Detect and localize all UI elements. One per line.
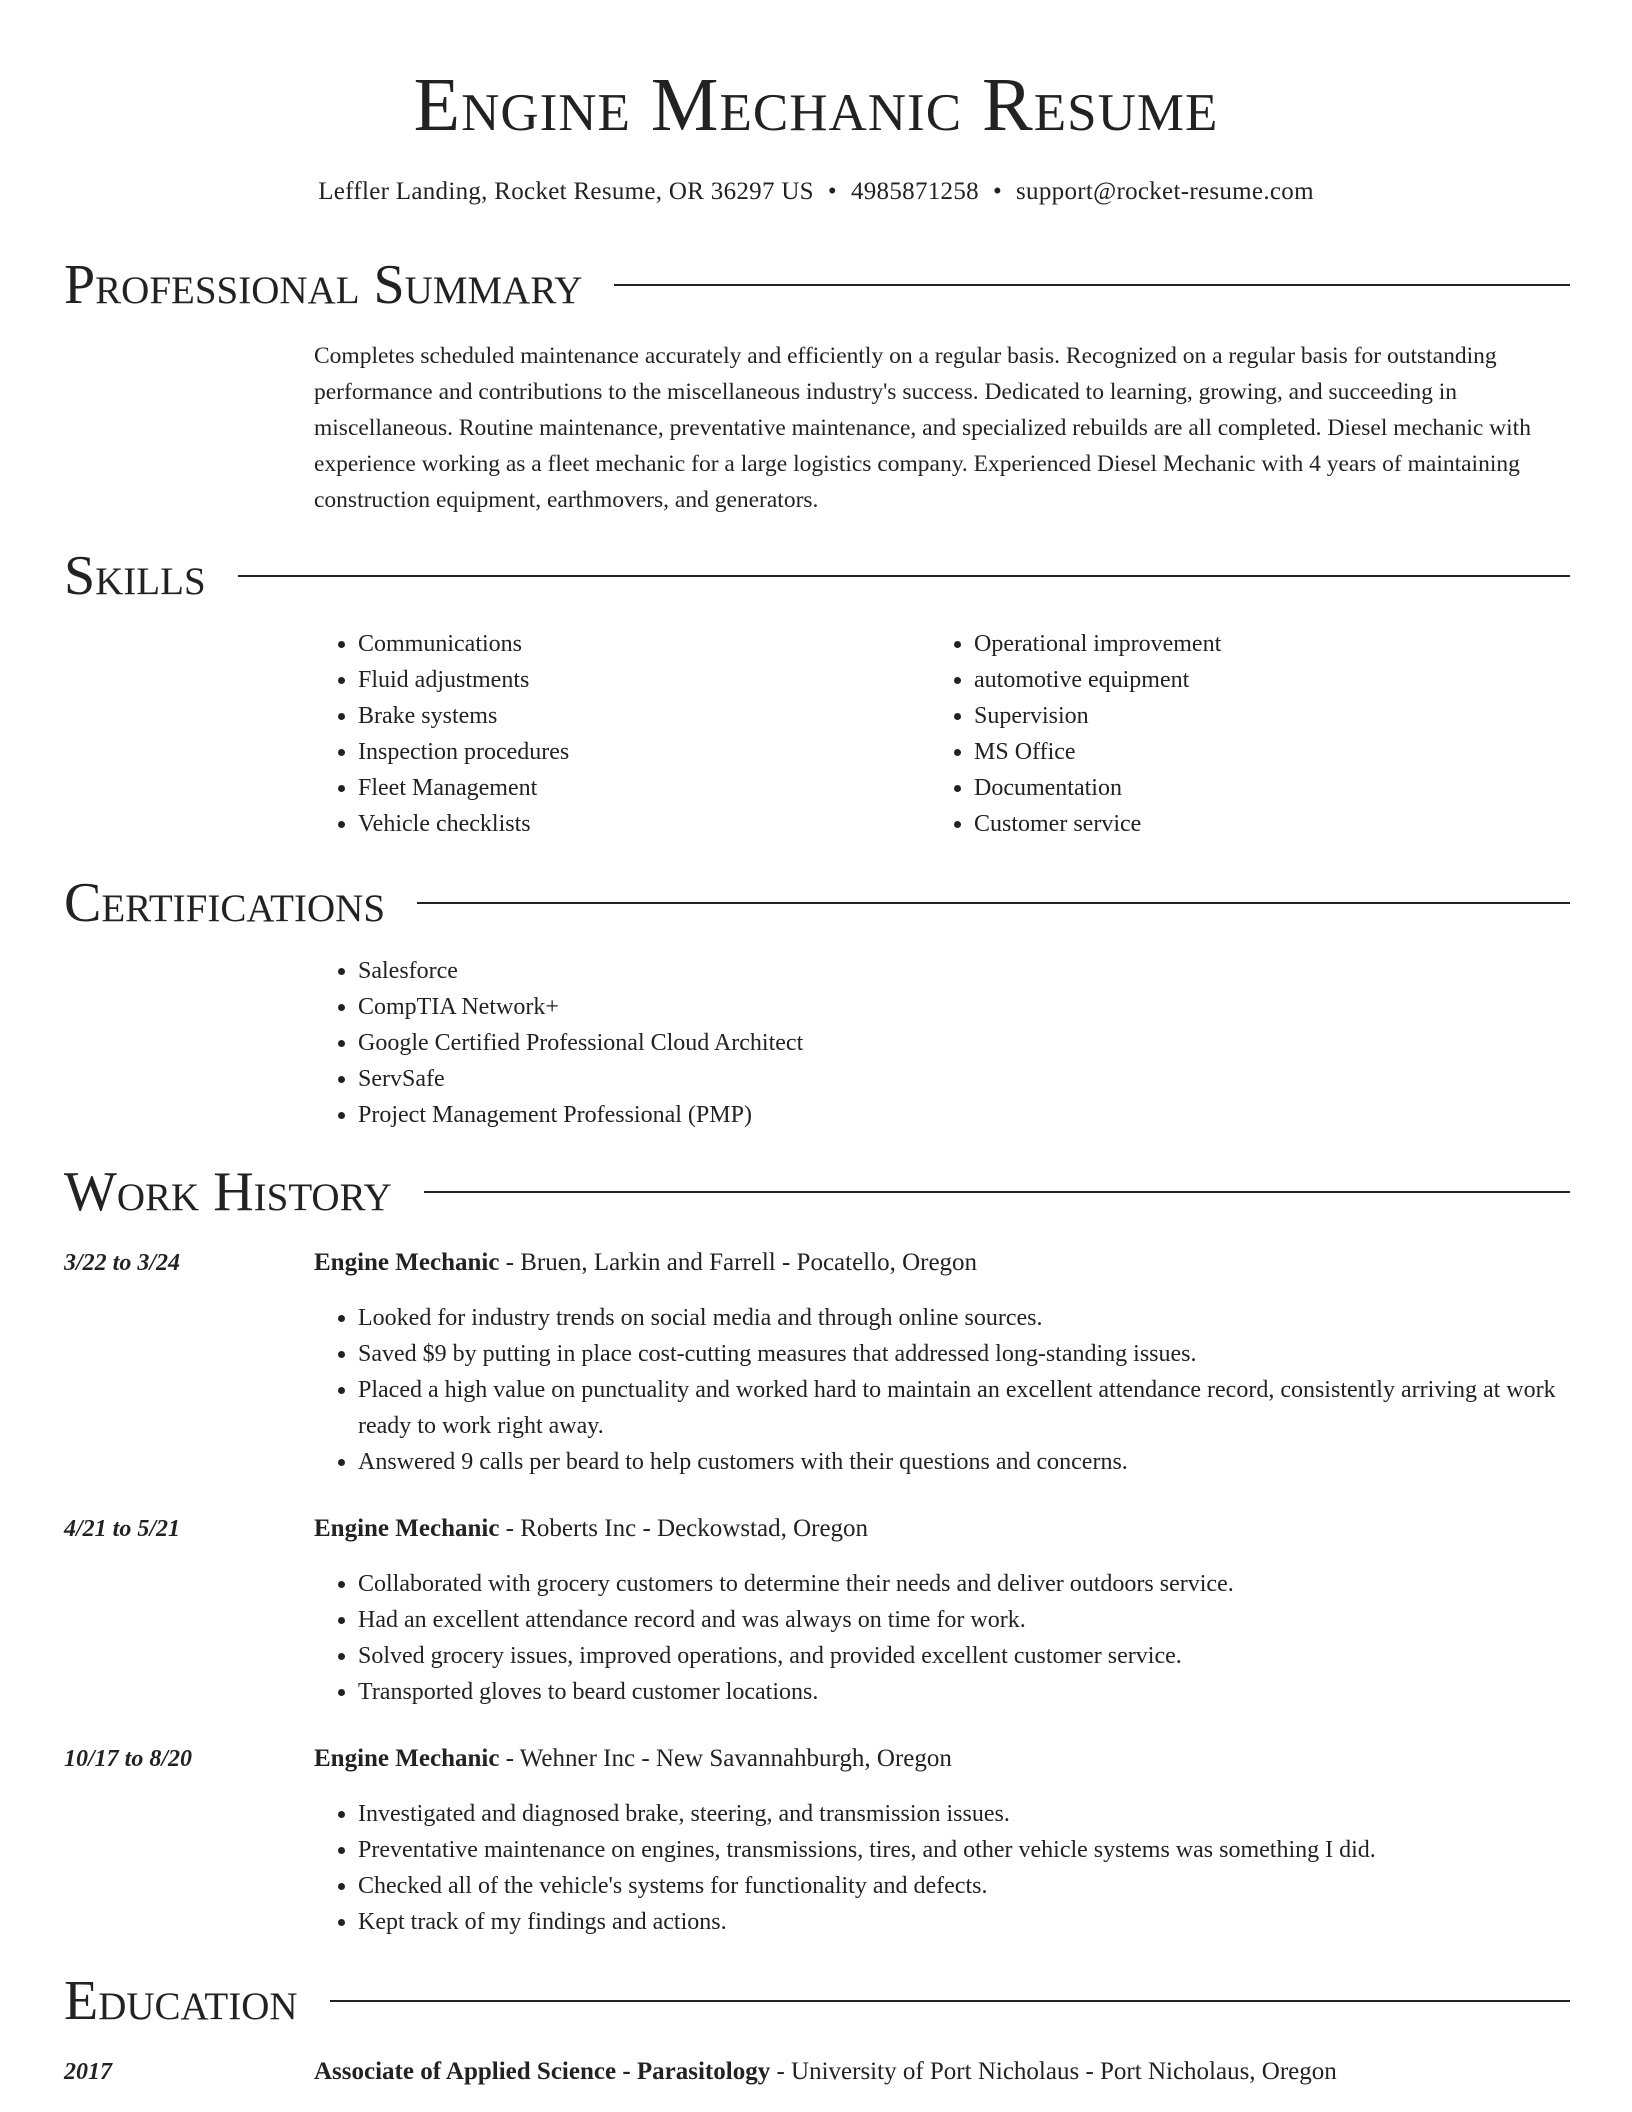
skill-item: • automotive equipment [974,662,1221,698]
job-heading [314,1245,977,1281]
skill-item: • Documentation [974,770,1221,806]
contact-phone: 4985871258 [850,178,979,205]
job-duty: • Investigated and diagnosed brake, steering, and transmission issues. [358,1796,1566,1832]
summary-text: Completes scheduled maintenance accurately and efficiently on a regular basis. Recognized on a regular basis for outstanding performance and contributions to the miscellaneous industry's success. Dedicated to learning, growing, and succeeding in miscellaneous. Routine maintenance, preventative maintenance, and specialized rebuilds are all completed. Diesel mechanic with experience working as a fleet mechanic for a large logistics company. Experienced Diesel Mechanic with 4 years of maintaining construction equipment, earthmovers, and generators. [314,343,1531,513]
certification-item: • CompTIA Network+ [358,989,803,1025]
skills-column-right [930,626,1221,842]
skill-item: • Supervision [974,698,1221,734]
job-duties [314,1300,1566,1480]
job-duties-list [314,1796,1566,1940]
job-duty: • Placed a high value on punctuality and worked hard to maintain an excellent attendance record, consistently arriving at work ready to work right away. [358,1372,1566,1444]
job-title: Engine Mechanic [314,1515,500,1542]
skill-item: • Inspection procedures [358,734,569,770]
skills-list-right [930,626,1221,842]
education-school: - University of Port Nicholaus - Port Nicholaus, Oregon [770,2058,1337,2085]
section-divider [238,575,1570,577]
job-date: 4/21 to 5/21 [64,1516,181,1542]
job-employer: - Roberts Inc - Deckowstad, Oregon [499,1515,869,1542]
skill-item: • Brake systems [358,698,569,734]
section-header-certifications [64,868,1570,938]
contact-line [0,176,1632,208]
job-duty: • Checked all of the vehicle's systems for functionality and defects. [358,1868,1566,1904]
job-employer: - Bruen, Larkin and Farrell - Pocatello, Oregon [499,1249,978,1276]
job-duty: • Saved $9 by putting in place cost-cutting measures that addressed long-standing issues. [358,1336,1566,1372]
contact-email: support@rocket-resume.com [1016,178,1314,205]
job-duties-list [314,1566,1566,1710]
section-header-work-history [64,1157,1570,1227]
job-duty: • Preventative maintenance on engines, transmissions, tires, and other vehicle systems was something I did. [358,1832,1566,1868]
skill-item: • Customer service [974,806,1221,842]
certification-item: • Salesforce [358,953,803,989]
job-employer: - Wehner Inc - New Savannahburgh, Oregon [499,1745,952,1772]
job-heading [314,1741,952,1777]
skill-item: • Communications [358,626,569,662]
job-heading [314,1511,868,1547]
section-divider [330,2000,1570,2002]
contact-separator: • [992,178,1003,205]
education-degree: Associate of Applied Science - Parasitology [314,2058,771,2085]
section-divider [614,284,1570,286]
section-title-summary: Professional Summary [64,254,583,316]
skill-item: • Operational improvement [974,626,1221,662]
job-duties [314,1796,1566,1940]
job-duty: • Kept track of my findings and actions. [358,1904,1566,1940]
certification-item: • Project Management Professional (PMP) [358,1097,803,1133]
job-duties-list [314,1300,1566,1480]
skills-column-left [314,626,569,842]
job-duty: • Looked for industry trends on social media and through online sources. [358,1300,1566,1336]
skill-item: • MS Office [974,734,1221,770]
skill-item: • Fleet Management [358,770,569,806]
job-duties [314,1566,1566,1710]
section-title-skills: Skills [64,545,206,607]
section-title-work-history: Work History [64,1161,392,1223]
certification-item: • ServSafe [358,1061,803,1097]
job-duty: • Transported gloves to beard customer locations. [358,1674,1566,1710]
education-year: 2017 [64,2059,112,2085]
certifications-block [314,953,803,1133]
resume-title: Engine Mechanic Resume [413,63,1219,147]
contact-separator: • [827,178,837,205]
skill-item: • Vehicle checklists [358,806,569,842]
job-duty: • Collaborated with grocery customers to determine their needs and deliver outdoors service. [358,1566,1566,1602]
certifications-list [314,953,803,1133]
section-divider [417,902,1570,904]
job-duty: • Answered 9 calls per beard to help customers with their questions and concerns. [358,1444,1566,1480]
section-header-education [64,1966,1570,2036]
job-title: Engine Mechanic [314,1745,500,1772]
skill-item: • Fluid adjustments [358,662,569,698]
section-header-summary [64,250,1570,320]
section-title-education: Education [64,1970,298,2032]
job-date: 3/22 to 3/24 [64,1250,181,1276]
contact-address: Leffler Landing, Rocket Resume, OR 36297 US [318,178,814,205]
skills-list-left [314,626,569,842]
section-title-certifications: Certifications [64,872,386,934]
job-duty: • Solved grocery issues, improved operations, and provided excellent customer service. [358,1638,1566,1674]
section-divider [424,1191,1570,1193]
job-duty: • Had an excellent attendance record and was always on time for work. [358,1602,1566,1638]
education-heading [314,2054,1337,2090]
job-title: Engine Mechanic [314,1249,500,1276]
job-date: 10/17 to 8/20 [64,1746,193,1772]
section-header-skills [64,541,1570,611]
certification-item: • Google Certified Professional Cloud Architect [358,1025,803,1061]
